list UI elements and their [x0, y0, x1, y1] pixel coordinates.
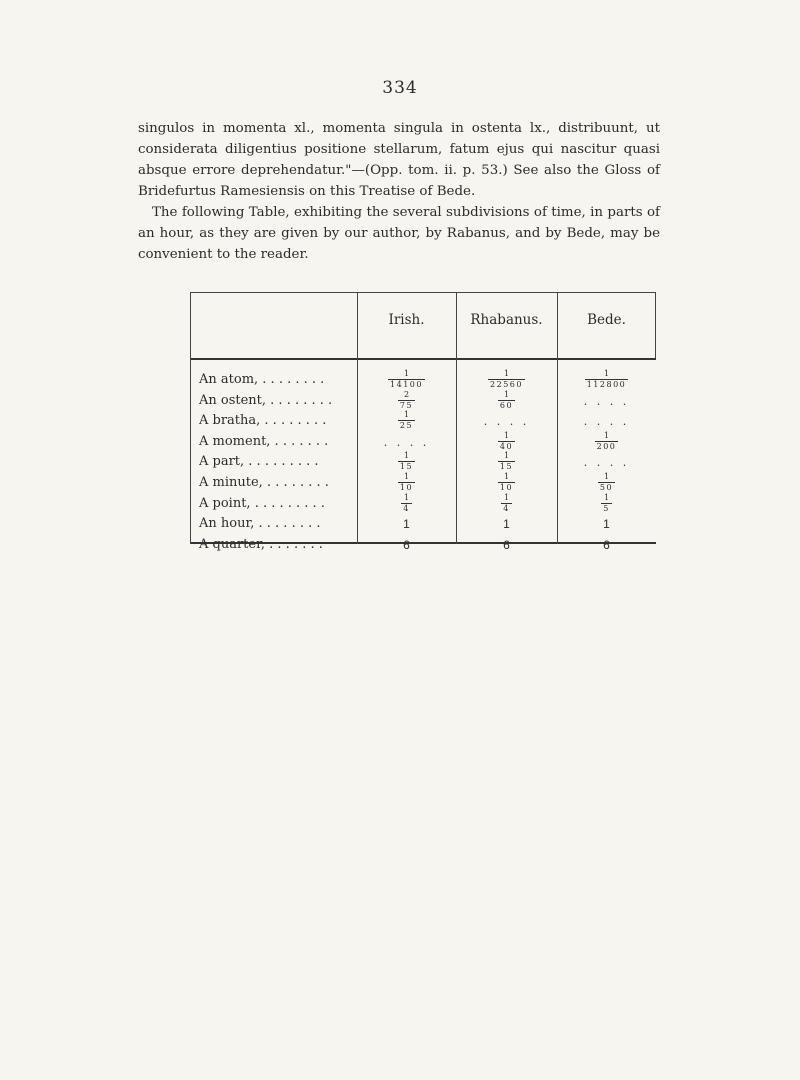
fraction-numerator: 1: [603, 430, 610, 440]
whole-number: 1: [603, 517, 610, 532]
cell-irish: [357, 411, 456, 432]
table-row: [190, 432, 656, 453]
table-row: [190, 370, 656, 391]
empty-dots: . . . .: [383, 435, 430, 449]
fraction-numerator: 1: [403, 472, 410, 481]
table-row: [190, 494, 656, 515]
empty-dots: . . . .: [583, 456, 630, 470]
paragraph-latin-quote: singulos in momenta xl., momenta singula in ostenta lx., distribuunt, ut considerata diligentius positione stellarum, fatum ejus qui nascitur quasi absque errore deprehendatur."—(Opp. tom. ii. p. 53.) See also the Gloss of Bridefurtus Ramesiensis on this Treatise of Bede.: [138, 121, 660, 199]
row-label: A point, . . . . . . . . .: [199, 495, 325, 511]
cell-bede: [557, 473, 656, 494]
fraction-numerator: 1: [603, 492, 610, 502]
fraction-numerator: 1: [403, 451, 410, 461]
whole-number: 6: [603, 537, 610, 552]
fraction-denominator: 112800: [586, 380, 627, 389]
empty-dots: . . . .: [583, 415, 630, 429]
page-number: 334: [382, 78, 418, 98]
fraction-numerator: 1: [503, 389, 510, 399]
cell-irish: [357, 473, 456, 494]
fraction: [398, 411, 415, 430]
fraction: [398, 452, 415, 471]
fraction-numerator: 1: [503, 472, 510, 481]
fraction-denominator: 15: [399, 462, 414, 472]
fraction-numerator: 1: [503, 430, 510, 440]
fraction-numerator: 1: [503, 492, 510, 502]
fraction: [498, 452, 515, 471]
fraction-denominator: 14100: [390, 380, 423, 389]
cell-rhabanus: [456, 473, 557, 494]
cell-rhabanus: [456, 391, 557, 412]
fraction: [498, 391, 515, 410]
cell-rhabanus: [456, 432, 557, 453]
fraction-numerator: 1: [503, 451, 510, 461]
cell-irish: [357, 452, 456, 473]
table-row: [190, 473, 656, 494]
fraction: [595, 432, 619, 451]
fraction-numerator: 2: [403, 389, 410, 399]
cell-bede: [557, 391, 656, 412]
row-label: An atom, . . . . . . . .: [199, 372, 325, 387]
fraction-denominator: 40: [499, 441, 514, 451]
cell-rhabanus: [456, 370, 557, 391]
fraction: [398, 473, 415, 492]
row-label: A part, . . . . . . . . .: [199, 454, 319, 470]
fraction: [498, 432, 515, 451]
time-subdivision-table: [190, 292, 656, 552]
empty-dots: . . . .: [483, 415, 530, 429]
header-irish: Irish.: [388, 312, 425, 328]
fraction: [488, 370, 525, 389]
cell-rhabanus: [456, 411, 557, 432]
cell-rhabanus: [456, 494, 557, 515]
fraction-denominator: 15: [499, 462, 514, 472]
fraction-denominator: 10: [499, 483, 514, 492]
cell-irish: [357, 514, 456, 535]
fraction: [401, 494, 412, 513]
cell-irish: [357, 391, 456, 412]
table-row: [190, 452, 656, 473]
cell-bede: [557, 370, 656, 391]
row-label: A minute, . . . . . . . .: [199, 475, 329, 490]
fraction-numerator: 1: [503, 369, 510, 378]
fraction-denominator: 60: [499, 400, 514, 410]
fraction-numerator: 1: [603, 369, 610, 378]
table-row: [190, 411, 656, 432]
cell-irish: [357, 494, 456, 515]
table-row: [190, 535, 656, 556]
row-label: A quarter, . . . . . . .: [199, 536, 323, 552]
fraction-denominator: 4: [403, 503, 410, 513]
fraction-denominator: 5: [603, 503, 610, 513]
fraction: [398, 391, 415, 410]
fraction: [601, 494, 612, 513]
header-bede: Bede.: [587, 312, 626, 328]
fraction-numerator: 1: [403, 492, 410, 502]
cell-rhabanus: [456, 535, 557, 556]
cell-bede: [557, 494, 656, 515]
row-label: A moment, . . . . . . .: [199, 433, 329, 449]
fraction-numerator: 1: [403, 369, 410, 378]
fraction-numerator: 1: [603, 472, 610, 481]
fraction: [598, 473, 615, 492]
cell-bede: [557, 432, 656, 453]
fraction-numerator: 1: [403, 410, 410, 420]
table-header-rule: [190, 358, 656, 360]
fraction-denominator: 75: [399, 400, 414, 410]
cell-bede: [557, 535, 656, 556]
cell-rhabanus: [456, 452, 557, 473]
fraction-denominator: 22560: [490, 380, 523, 389]
table-top-rule: [190, 292, 656, 293]
paragraph-table-intro: The following Table, exhibiting the several subdivisions of time, in parts of an hour, as they are given by our author, by Rabanus, and by Bede, may be convenient to the reader.: [138, 205, 660, 262]
whole-number: 1: [503, 517, 510, 532]
table-row: [190, 391, 656, 412]
fraction-denominator: 200: [596, 441, 617, 451]
cell-bede: [557, 514, 656, 535]
row-label: An hour, . . . . . . . .: [199, 516, 321, 532]
fraction-denominator: 25: [399, 421, 414, 431]
whole-number: 6: [403, 537, 410, 552]
row-label: A bratha, . . . . . . . .: [199, 413, 327, 429]
header-rhabanus: Rhabanus.: [470, 312, 543, 328]
whole-number: 6: [503, 537, 510, 552]
cell-rhabanus: [456, 514, 557, 535]
cell-irish: [357, 535, 456, 556]
table-row: [190, 514, 656, 535]
fraction: [501, 494, 512, 513]
fraction: [498, 473, 515, 492]
fraction-denominator: 4: [503, 503, 510, 513]
fraction: [388, 370, 425, 389]
fraction-denominator: 10: [399, 483, 414, 492]
cell-bede: [557, 452, 656, 473]
empty-dots: . . . .: [583, 394, 630, 408]
cell-irish: [357, 432, 456, 453]
fraction: [585, 370, 629, 389]
row-label: An ostent, . . . . . . . .: [199, 392, 333, 408]
fraction-denominator: 50: [599, 483, 614, 492]
cell-irish: [357, 370, 456, 391]
whole-number: 1: [403, 517, 410, 532]
cell-bede: [557, 411, 656, 432]
